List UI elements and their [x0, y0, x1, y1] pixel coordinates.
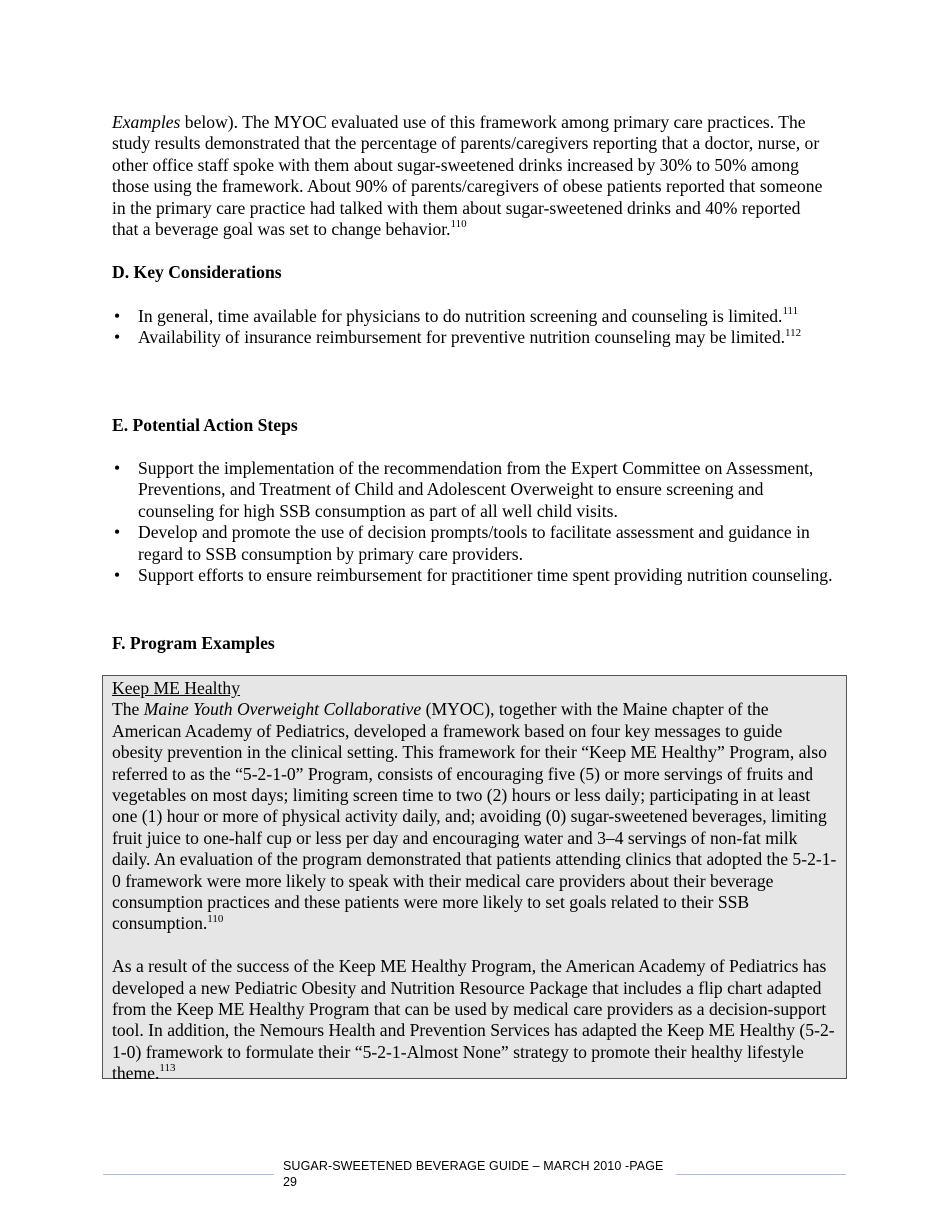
intro-paragraph [112, 112, 830, 240]
list-item-text: In general, time available for physicians to do nutrition screening and counseling is limited. [138, 306, 783, 326]
list-item-text: Support the implementation of the recommendation from the Expert Committee on Assessment, Preventions, and Treatment of Child and Adolescent Overweight to ensure screening and counseling for high SSB consumption as part of all well child visits. [138, 458, 814, 521]
list-item [112, 522, 842, 565]
list-item [112, 565, 842, 586]
footer-page-number: 29 [283, 1175, 298, 1189]
intro-italic-lead: Examples [112, 112, 181, 132]
paragraph-gap [112, 935, 837, 956]
list-item-text: Support efforts to ensure reimbursement for practitioner time spent providing nutrition counseling. [138, 565, 833, 586]
list-item [112, 306, 842, 327]
program-p1-start: The [112, 699, 144, 720]
program-p1-rest: (MYOC), together with the Maine chapter of the American Academy of Pediatrics, developed a framework based on four key messages to guide obesity prevention in the clinical setting. This framework for their “Keep ME Healthy” Program, also referred to as the “5-2-1-0” Program, consists of encouraging five (5) or more servings of fruits and vegetables on most days; limiting screen time to two (2) hours or less daily; participating in at least one (1) hour or more of physical activity daily, and; avoiding (0) sugar-sweetened beverages, limiting fruit juice to one-half cup or less per day and encouraging water and 3–4 servings of non-fat milk daily. An evaluation of the program demonstrated that patients attending clinics that adopted the 5-2-1-0 framework were more likely to speak with their medical care providers about their beverage consumption practices and these patients were more likely to set goals related to their SSB consumption. [112, 699, 837, 934]
footer-title: SUGAR-SWEETENED BEVERAGE GUIDE – MARCH 2010 -PAGE [283, 1159, 664, 1173]
program-paragraph-1 [112, 699, 837, 934]
footnote-ref: 110 [207, 912, 224, 925]
footnote-ref: 111 [782, 305, 799, 318]
list-item-text: Develop and promote the use of decision prompts/tools to facilitate assessment and guidance in regard to SSB consumption by primary care providers. [138, 522, 810, 564]
footer-rule-right [676, 1174, 846, 1175]
section-f-heading: F. Program Examples [112, 633, 275, 653]
footer-text [283, 1158, 668, 1190]
list-item [112, 327, 842, 348]
intro-text: below). The MYOC evaluated use of this framework among primary care practices. The study results demonstrated that the percentage of parents/caregivers reporting that a doctor, nurse, or other office staff spoke with them about sugar-sweetened drinks increased by 30% to 50% among those using the framework. About 90% of parents/caregivers of obese patients reported that someone in the primary care practice had talked with them about sugar-sweetened drinks and 40% reported that a beverage goal was set to change behavior. [112, 112, 823, 240]
intro-footnote-ref: 110 [450, 218, 467, 231]
footnote-ref: 113 [159, 1062, 176, 1075]
action-steps-list [112, 458, 842, 586]
program-title: Keep ME Healthy [112, 678, 241, 698]
program-p1-italic: Maine Youth Overweight Collaborative [143, 699, 422, 720]
list-item [112, 458, 842, 522]
section-e-heading: E. Potential Action Steps [112, 415, 298, 435]
page-footer [0, 1158, 950, 1198]
program-p2-text: As a result of the success of the Keep ME Healthy Program, the American Academy of Pediatrics has developed a new Pediatric Obesity and Nutrition Resource Package that includes a flip chart adapted from the Keep ME Healthy Program that can be used by medical care providers as a decision-support tool. In addition, the Nemours Health and Prevention Services has adapted the Keep ME Healthy (5-2-1-0) framework to formulate their “5-2-1-Almost None” strategy to promote their healthy lifestyle theme. [112, 956, 835, 1084]
program-example-box [102, 675, 847, 1084]
list-item-text: Availability of insurance reimbursement for preventive nutrition counseling may be limited. [138, 327, 786, 348]
section-d-heading: D. Key Considerations [112, 262, 282, 282]
program-paragraph-2 [112, 956, 837, 1084]
footnote-ref: 112 [785, 326, 802, 339]
key-considerations-list [112, 306, 842, 349]
footer-rule-left [103, 1174, 274, 1175]
